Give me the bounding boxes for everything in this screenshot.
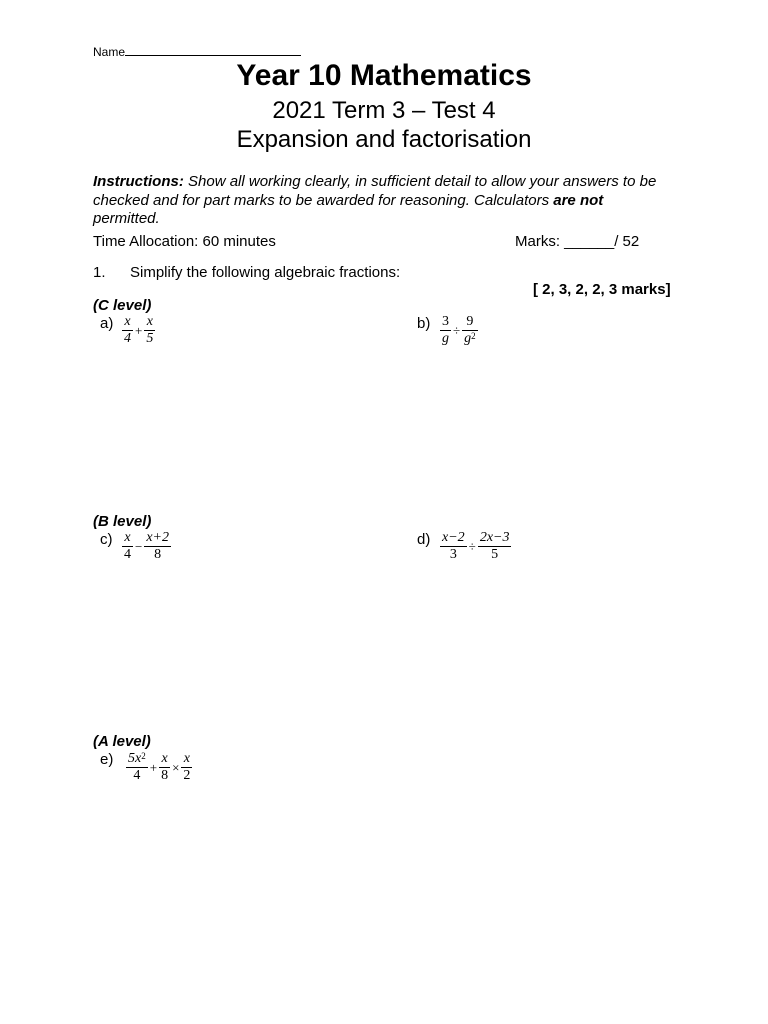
operator: ÷ xyxy=(453,322,461,338)
numerator-base: 5x xyxy=(128,751,142,766)
level-heading-a: (A level) xyxy=(93,733,151,750)
marks-total: Marks: ______/ 52 xyxy=(515,233,640,250)
fraction xyxy=(159,751,170,784)
fraction xyxy=(122,530,133,563)
operator: × xyxy=(172,759,180,775)
numerator: x xyxy=(122,314,133,331)
level-heading-b: (B level) xyxy=(93,513,152,530)
operator: + xyxy=(135,322,143,338)
fraction xyxy=(122,314,133,347)
denominator-base: g xyxy=(464,331,472,346)
numerator: x xyxy=(122,530,133,547)
operator: − xyxy=(135,538,143,554)
name-blank-line xyxy=(125,43,301,56)
numerator: x xyxy=(159,751,170,768)
numerator: x xyxy=(181,751,192,768)
numerator: 9 xyxy=(462,314,478,331)
exponent: 2 xyxy=(141,751,146,761)
fraction xyxy=(144,530,171,563)
numerator: 3 xyxy=(442,314,449,329)
denominator: 8 xyxy=(154,547,162,562)
exponent: 2 xyxy=(471,331,476,341)
denominator: 8 xyxy=(161,768,169,783)
numerator: x xyxy=(144,314,155,331)
denominator: 2 xyxy=(183,768,191,783)
denominator: 5 xyxy=(491,547,499,562)
instructions-text-1: Show all working clearly, in sufficient detail to allow your answers to be checked and for part marks to be awarded for reasoning. Calculators xyxy=(93,173,657,209)
instructions-label: Instructions: xyxy=(93,173,184,190)
part-e-expression xyxy=(125,751,193,784)
name-field xyxy=(93,43,301,59)
part-b-label: b) xyxy=(417,315,431,332)
part-c-expression xyxy=(121,530,172,563)
name-label: Name xyxy=(93,45,126,59)
question-prompt: Simplify the following algebraic fractions: xyxy=(130,264,401,281)
numerator: x−2 xyxy=(442,530,465,545)
denominator: g xyxy=(442,331,449,346)
topic-subtitle: Expansion and factorisation xyxy=(236,126,532,153)
page-title: Year 10 Mathematics xyxy=(236,59,532,92)
denominator: 4 xyxy=(133,768,141,783)
fraction xyxy=(440,314,451,347)
fraction xyxy=(126,751,148,784)
part-a-expression xyxy=(121,314,156,347)
fraction xyxy=(144,314,155,347)
instructions-emphasis: are not xyxy=(553,191,604,209)
operator: ÷ xyxy=(468,538,476,554)
operator: + xyxy=(149,759,158,775)
denominator: 5 xyxy=(146,331,154,346)
denominator xyxy=(462,331,478,347)
part-e-label: e) xyxy=(100,751,114,768)
numerator: x+2 xyxy=(146,530,170,545)
fraction xyxy=(462,314,478,347)
denominator: 4 xyxy=(124,547,131,562)
part-c-label: c) xyxy=(100,531,113,548)
test-subtitle: 2021 Term 3 – Test 4 xyxy=(272,97,496,124)
part-a-label: a) xyxy=(100,315,114,332)
question-number: 1. xyxy=(93,264,106,281)
fraction xyxy=(478,530,512,563)
part-d-label: d) xyxy=(417,531,431,548)
denominator: 3 xyxy=(449,547,457,562)
instructions xyxy=(93,173,673,229)
denominator: 4 xyxy=(124,331,131,346)
marks-breakdown: [ 2, 3, 2, 2, 3 marks] xyxy=(533,281,671,298)
part-b-expression xyxy=(439,314,479,347)
fraction xyxy=(440,530,467,563)
fraction xyxy=(181,751,192,784)
instructions-text-2: permitted. xyxy=(93,210,160,227)
level-heading-c: (C level) xyxy=(93,297,152,314)
numerator: 2x−3 xyxy=(479,530,510,545)
part-d-expression xyxy=(439,530,512,563)
numerator xyxy=(126,751,148,768)
time-allocation: Time Allocation: 60 minutes xyxy=(93,233,276,250)
